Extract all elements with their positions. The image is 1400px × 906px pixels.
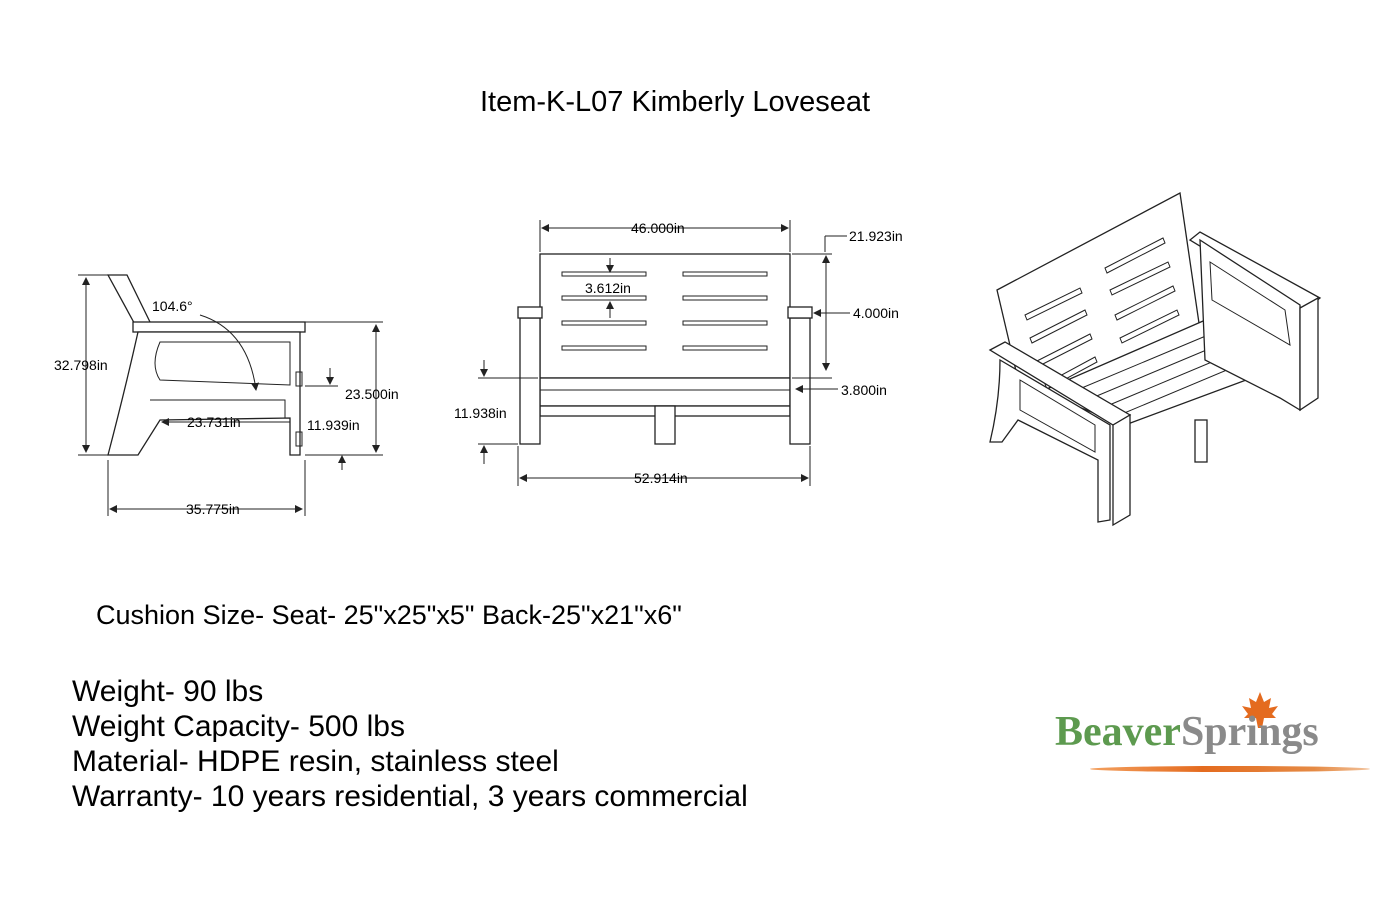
front-center-leg (655, 406, 675, 444)
front-seat-height-label: 11.938in (454, 405, 507, 421)
front-right-arm-post (790, 318, 810, 444)
front-overall-width-label: 52.914in (634, 470, 688, 486)
front-right-arm-top (788, 307, 812, 318)
isometric-view (990, 193, 1320, 525)
front-slat-label: 3.612in (585, 280, 631, 296)
side-height-label: 32.798in (54, 357, 108, 373)
side-angle-label: 104.6° (152, 298, 193, 314)
side-seat-depth-label: 23.731in (187, 414, 241, 430)
spec-warranty: Warranty- 10 years residential, 3 years commercial (72, 780, 748, 813)
side-view (54, 275, 399, 517)
logo-springs: Springs (1180, 709, 1319, 755)
front-backrest (540, 254, 790, 378)
front-arm-offset-label: 3.800in (841, 382, 887, 398)
front-back-height-label: 21.923in (849, 228, 903, 244)
spec-weight: Weight- 90 lbs (72, 675, 264, 708)
front-view (454, 220, 903, 486)
side-arm-height-label: 23.500in (345, 386, 399, 402)
spec-material: Material- HDPE resin, stainless steel (72, 745, 559, 778)
spec-list (72, 674, 748, 814)
iso-left-post (1113, 415, 1130, 525)
side-depth-label: 35.775in (186, 501, 240, 517)
front-left-arm-post (520, 318, 540, 444)
spec-capacity: Weight Capacity- 500 lbs (72, 710, 405, 743)
iso-leg (1195, 420, 1207, 462)
front-left-arm-top (518, 307, 542, 318)
brand-logo (1055, 690, 1375, 780)
logo-swoosh (1090, 766, 1370, 772)
front-seat (540, 378, 790, 406)
logo-beaver: Beaver (1055, 709, 1181, 755)
side-frame (108, 332, 300, 455)
front-arm-width-label: 4.000in (853, 305, 899, 321)
page-title: Item-K-L07 Kimberly Loveseat (479, 86, 871, 118)
cushion-size: Cushion Size- Seat- 25"x25"x5" Back-25"x21"x6" (96, 600, 682, 630)
side-seat-height-label: 11.939in (307, 417, 360, 433)
front-width-label: 46.000in (631, 220, 685, 236)
iso-right-post (1300, 298, 1318, 410)
